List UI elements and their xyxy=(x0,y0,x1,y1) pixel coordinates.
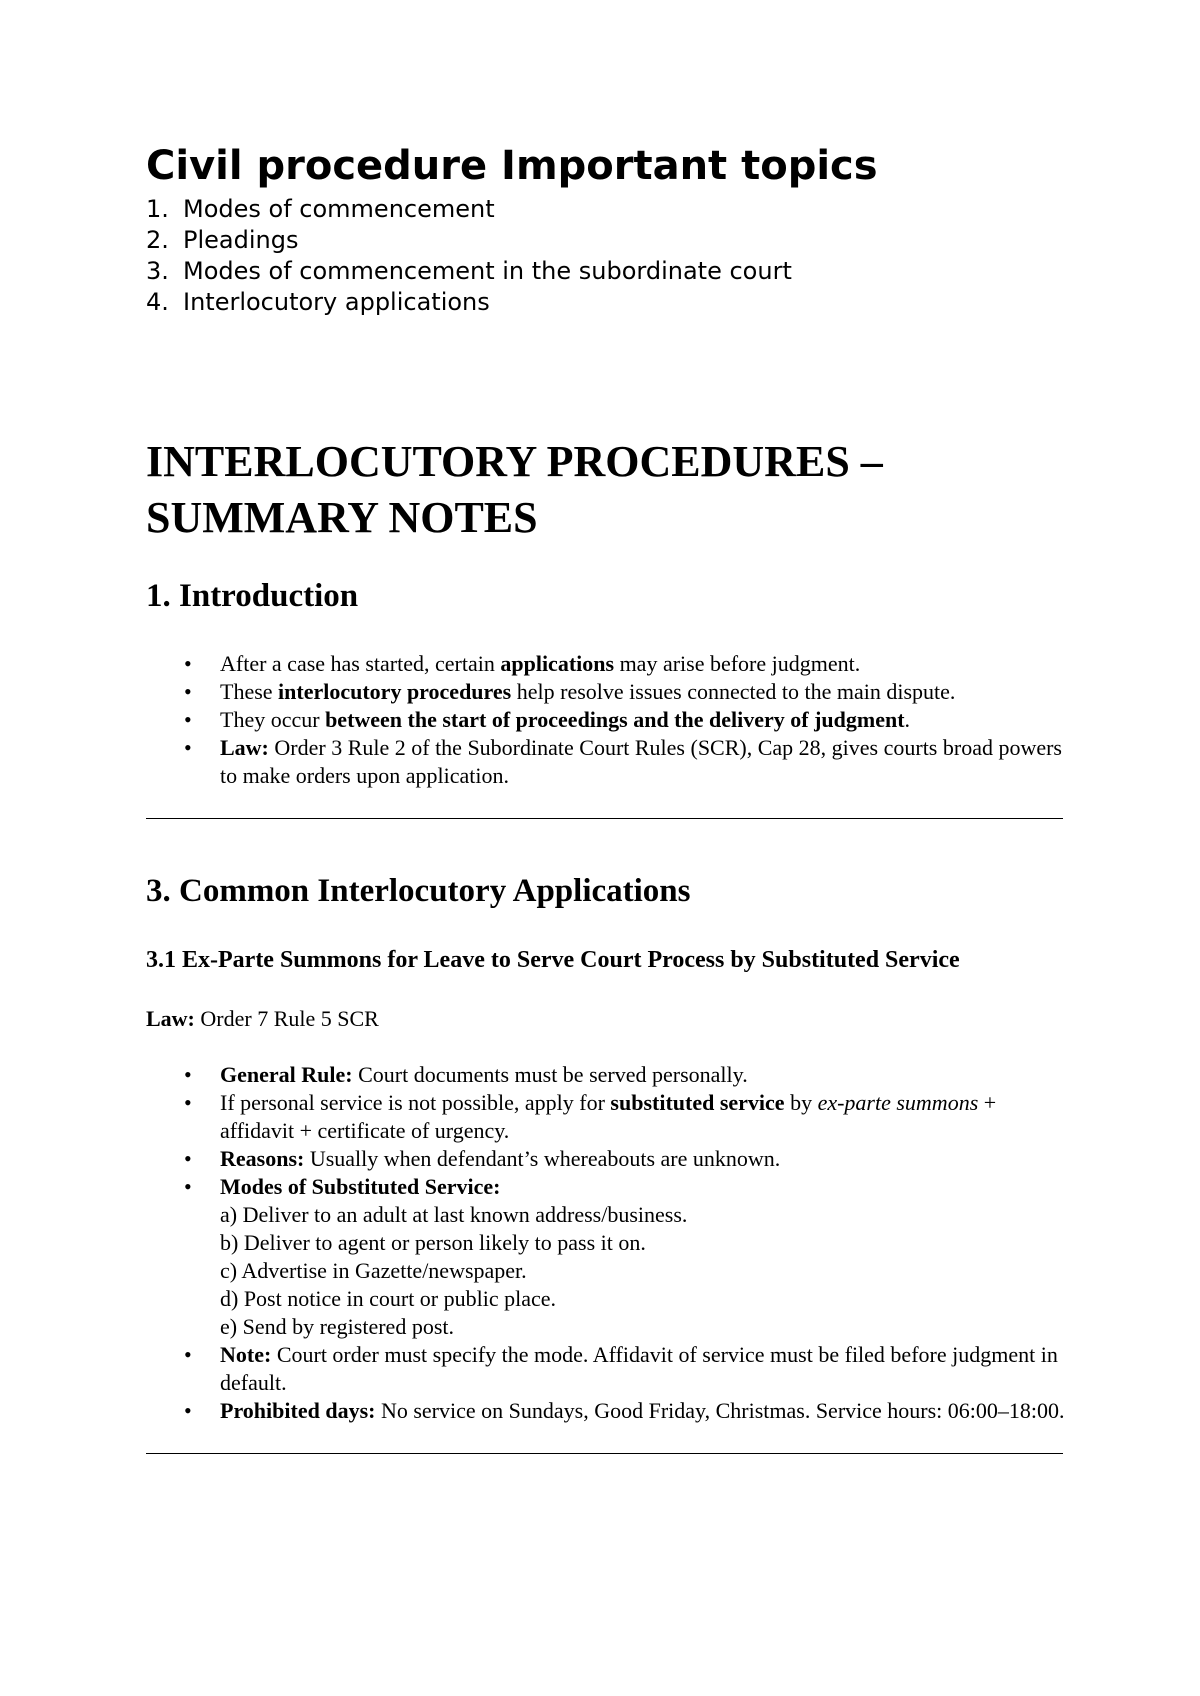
list-number: 4. xyxy=(146,288,169,316)
topics-list xyxy=(146,194,1066,318)
common-applications-heading: 3. Common Interlocutory Applications xyxy=(146,873,691,909)
bullet-icon: • xyxy=(184,1062,192,1087)
bullet-icon: • xyxy=(184,1090,192,1115)
item-bold-text: interlocutory procedures xyxy=(278,679,512,704)
bullet-icon: • xyxy=(184,651,192,676)
mode-item: b) Deliver to agent or person likely to pass it on. xyxy=(220,1230,646,1255)
item-text: After a case has started, certain xyxy=(220,651,501,676)
bullet-icon: • xyxy=(184,707,192,732)
mode-item: c) Advertise in Gazette/newspaper. xyxy=(220,1258,527,1283)
bullet-icon: • xyxy=(184,735,192,760)
list-item xyxy=(146,287,1066,318)
topic-text: Interlocutory applications xyxy=(183,288,490,316)
item-text: may arise before judgment. xyxy=(614,651,861,676)
list-item xyxy=(146,256,1066,287)
main-heading-line-2: SUMMARY NOTES xyxy=(146,493,538,542)
list-number: 2. xyxy=(146,226,169,254)
list-item xyxy=(146,1173,1066,1341)
topic-text: Modes of commencement xyxy=(183,195,495,223)
list-item xyxy=(146,650,1066,678)
bullet-icon: • xyxy=(184,1342,192,1367)
item-text: They occur xyxy=(220,707,326,732)
item-text: No service on Sundays, Good Friday, Christmas. Service hours: 06:00–18:00. xyxy=(375,1398,1065,1423)
item-text: These xyxy=(220,679,279,704)
item-text: Court order must specify the mode. Affidavit of service must be filed before judgment in default. xyxy=(220,1342,1058,1395)
item-text: by xyxy=(784,1090,818,1115)
bullet-icon: • xyxy=(184,1174,192,1199)
list-item xyxy=(146,1145,1066,1173)
bullet-icon: • xyxy=(184,679,192,704)
law-text: Order 7 Rule 5 SCR xyxy=(194,1006,379,1031)
item-text: Court documents must be served personally. xyxy=(352,1062,748,1087)
list-item xyxy=(146,706,1066,734)
list-item xyxy=(146,194,1066,225)
item-bold-text: applications xyxy=(500,651,615,676)
subsection-heading: 3.1 Ex-Parte Summons for Leave to Serve Court Process by Substituted Service xyxy=(146,947,960,973)
item-bold-text: Modes of Substituted Service: xyxy=(220,1174,501,1199)
bullet-icon: • xyxy=(184,1398,192,1423)
item-bold-text: General Rule: xyxy=(220,1062,353,1087)
horizontal-divider xyxy=(146,1453,1063,1454)
main-heading-line-1: INTERLOCUTORY PROCEDURES – xyxy=(146,437,883,486)
introduction-heading: 1. Introduction xyxy=(146,578,359,614)
item-text: . xyxy=(904,707,911,732)
page-title: Civil procedure Important topics xyxy=(146,143,878,189)
list-item xyxy=(146,678,1066,706)
list-item xyxy=(146,1397,1066,1425)
item-bold-text: Prohibited days: xyxy=(220,1398,376,1423)
bullet-icon: • xyxy=(184,1146,192,1171)
law-label: Law: xyxy=(146,1006,195,1031)
list-item xyxy=(146,1061,1066,1089)
main-heading xyxy=(146,434,1066,546)
list-number: 3. xyxy=(146,257,169,285)
item-bold-text: Note: xyxy=(220,1342,272,1367)
list-item xyxy=(146,734,1066,790)
introduction-list xyxy=(146,650,1066,790)
mode-item: d) Post notice in court or public place. xyxy=(220,1286,557,1311)
item-text: If personal service is not possible, apply for xyxy=(220,1090,611,1115)
list-item xyxy=(146,225,1066,256)
item-bold-text: Law: xyxy=(220,735,269,760)
mode-item: a) Deliver to an adult at last known address/business. xyxy=(220,1202,688,1227)
document-page xyxy=(146,140,1066,1454)
substituted-service-list xyxy=(146,1061,1066,1425)
list-item xyxy=(146,1089,1066,1145)
item-text: Order 3 Rule 2 of the Subordinate Court Rules (SCR), Cap 28, gives courts broad powers to make orders upon application. xyxy=(220,735,1062,788)
item-bold-text: Reasons: xyxy=(220,1146,305,1171)
topic-text: Pleadings xyxy=(183,226,299,254)
topic-text: Modes of commencement in the subordinate court xyxy=(183,257,792,285)
mode-item: e) Send by registered post. xyxy=(220,1314,454,1339)
item-bold-text: between the start of proceedings and the delivery of judgment xyxy=(325,707,905,732)
item-italic-text: ex-parte summons xyxy=(817,1090,979,1115)
law-reference xyxy=(146,1005,1066,1033)
item-text: Usually when defendant’s whereabouts are unknown. xyxy=(304,1146,781,1171)
item-bold-text: substituted service xyxy=(610,1090,785,1115)
list-number: 1. xyxy=(146,195,169,223)
horizontal-divider xyxy=(146,818,1063,819)
item-text: + affidavit + certificate of urgency. xyxy=(220,1090,997,1143)
list-item xyxy=(146,1341,1066,1397)
item-text: help resolve issues connected to the main dispute. xyxy=(511,679,956,704)
